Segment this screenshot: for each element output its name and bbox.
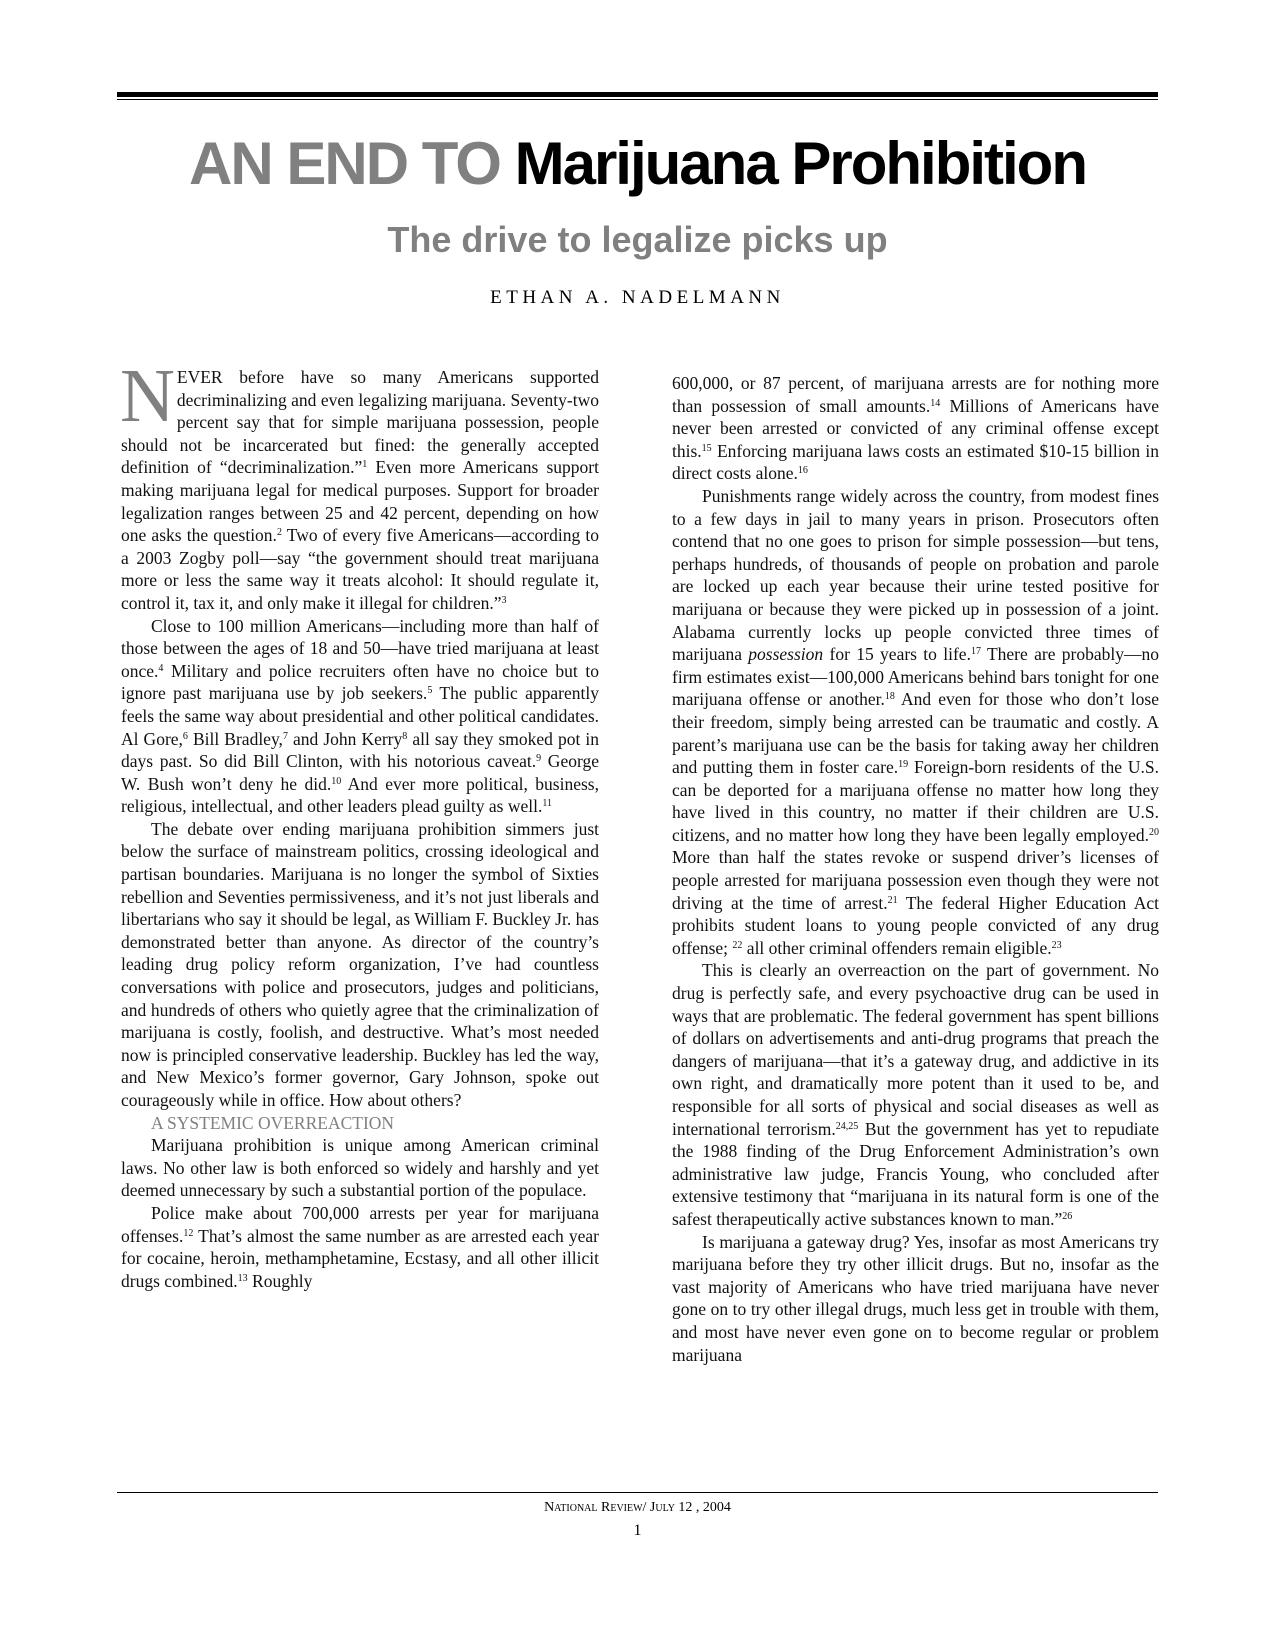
footnote-ref: 21	[887, 894, 898, 906]
footnote-ref: 1	[362, 459, 368, 471]
title-lead: AN END TO	[189, 130, 500, 197]
footnote-ref: 12	[183, 1227, 194, 1239]
article-subtitle: The drive to legalize picks up	[387, 219, 888, 260]
footnote-ref: 15	[701, 442, 712, 454]
paragraph-9: Is marijuana a gateway drug? Yes, insofar as most Americans try marijuana before they try other illicit drugs. But no, insofar as the vast majority of Americans who have tried marijuana have never gone on to try other illegal drugs, much less get in trouble with them, and most have never even gone on to become regular or problem marijuana	[672, 1231, 1159, 1365]
title-main: Marijuana Prohibition	[514, 130, 1086, 197]
footnote-ref: 7	[282, 730, 288, 742]
top-rule-thick	[117, 92, 1158, 97]
right-column	[672, 372, 1159, 1366]
footnote-ref: 10	[331, 775, 342, 787]
drop-cap: N	[120, 354, 175, 438]
footer-citation	[0, 1500, 1275, 1516]
footnote-ref: 26	[1062, 1210, 1073, 1222]
section-heading: A SYSTEMIC OVERREACTION	[151, 1112, 395, 1133]
paragraph-1	[121, 346, 599, 615]
left-column	[121, 346, 599, 1292]
footnote-ref: 4	[158, 662, 164, 674]
footnote-ref: 3	[501, 594, 507, 606]
page-number: 1	[633, 1522, 642, 1539]
author-byline: ETHAN A. NADELMANN	[490, 287, 785, 308]
paragraph-1-text: EVER before have so many Americans supported decriminalizing and even legalizing marijuana. Seventy-two percent say that for simple marijuana possession, people should not be incarcerated but fined: the generally accepted definition of “decriminalization.”$^1$ Even more Americans support making marijuana legal for medical purposes. Support for broader legalization ranges between 25 and 42 percent, depending on how one asks the question.$^2$ Two of every five Americans—according to a 2003 Zogby poll—say “the government should treat marijuana more or less the same way it treats alcohol: It should regulate it, control it, tax it, and only make it illegal for children.”$^3$	[121, 367, 599, 613]
footer-rule	[117, 1492, 1158, 1493]
article-title	[0, 128, 1275, 200]
footnote-ref: 6	[182, 730, 188, 742]
footnote-ref: 18	[884, 691, 895, 703]
footnote-ref: 20	[1149, 826, 1159, 838]
footnote-ref: 17	[970, 646, 981, 658]
paragraph-7: Punishments range widely across the country, from modest fines to a few days in jail to many years in prison. Prosecutors often contend that no one goes to prison for simple possession—but tens, perhaps hundreds, of thousands of people on probation and parole are locked up each year because their urine tested positive for marijuana or because they were picked up in possession of a joint. Alabama currently locks up people convicted three times of marijuana possession for 15 years to life.$^{17}$ There are probably—no firm estimates exist—100,000 Americans behind bars tonight for one marijuana offense or another.$^{18}$ And even for those who don’t lose their freedom, simply being arrested can be traumatic and costly. A parent’s marijuana use can be the basis for taking away her children and putting them in foster care.$^{19}$ Foreign-born residents of the U.S. can be deported for a marijuana offense no matter how long they have lived in this country, no matter if their children are U.S. citizens, and no matter how long they have been legally employed.$^{20}$ More than half the states revoke or suspend driver’s licenses of people arrested for marijuana possession even though they were not driving at the time of arrest.$^{21}$ The federal Higher Education Act prohibits student loans to young people convicted of any drug offense; $^{22}$ all other criminal offenders remain eligible.$^{23}$	[672, 485, 1160, 958]
emphasis-text: possession	[748, 644, 824, 665]
top-rule-thin	[117, 99, 1158, 100]
footnote-ref: 14	[930, 397, 941, 409]
paragraph-3: The debate over ending marijuana prohibition simmers just below the surface of mainstream politics, crossing ideological and partisan boundaries. Marijuana is no longer the symbol of Sixties rebellion and Seventies permissiveness, and it’s not just liberals and libertarians who say it should be legal, as William F. Buckley Jr. has demonstrated better than anyone. As director of the country’s leading drug policy reform organization, I’ve had countless conversations with police and prosecutors, judges and politicians, and hundreds of others who quietly agree that the criminalization of marijuana is costly, foolish, and destructive. What’s most needed now is principled conservative leadership. Buckley has led the way, and New Mexico’s former governor, Gary Johnson, spoke out courageously while in office. How about others?	[121, 818, 599, 1110]
paragraph-5: Police make about 700,000 arrests per year for marijuana offenses.$^{12}$ That’s almost the same number as are arrested each year for cocaine, heroin, methamphetamine, Ecstasy, and all other illicit drugs combined.$^{13}$ Roughly	[121, 1202, 599, 1291]
paragraph-6: 600,000, or 87 percent, of marijuana arrests are for nothing more than possession of small amounts.$^{14}$ Millions of Americans have never been arrested or convicted of any criminal offense except this.$^{15}$ Enforcing marijuana laws costs an estimated $10-15 billion in direct costs alone.$^{16}$	[672, 373, 1159, 484]
footnote-ref: 19	[898, 759, 909, 771]
footnote-ref: 2	[276, 527, 282, 539]
footnote-ref: 11	[542, 798, 552, 810]
footnote-ref: 16	[797, 465, 808, 477]
paragraph-4: Marijuana prohibition is unique among American criminal laws. No other law is both enforced so widely and harshly and yet deemed unnecessary by such a substantial portion of the populace.	[121, 1135, 599, 1201]
footnote-ref: 5	[427, 685, 433, 697]
footnote-ref: 24,25	[835, 1120, 859, 1132]
footnote-ref: 9	[536, 753, 542, 765]
footer-publication: National Review	[544, 1500, 643, 1515]
footnote-ref: 23	[1051, 939, 1062, 951]
footnote-ref: 22	[732, 939, 743, 951]
footer-date: / July 12 , 2004	[642, 1500, 731, 1515]
paragraph-2: Close to 100 million Americans—including more than half of those between the ages of 18 and 50—have tried marijuana at least once.$^4$ Military and police recruiters often have no choice but to ignore past marijuana use by job seekers.$^5$ The public apparently feels the same way about presidential and other political candidates. Al Gore,$^6$ Bill Bradley,$^7$ and John Kerry$^8$ all say they smoked pot in days past. So did Bill Clinton, with his notorious caveat.$^9$ George W. Bush won’t deny he did.$^{10}$ And ever more political, business, religious, intellectual, and other leaders plead guilty as well.$^{11}$	[121, 615, 599, 817]
footnote-ref: 13	[237, 1272, 248, 1284]
footnote-ref: 8	[402, 730, 408, 742]
paragraph-8: This is clearly an overreaction on the part of government. No drug is perfectly safe, and every psychoactive drug can be used in ways that are problematic. The federal government has spent billions of dollars on advertisements and anti-drug programs that preach the dangers of marijuana—that it’s a gateway drug, and addictive in its own right, and dramatically more potent than it used to be, and responsible for all sorts of physical and social diseases as well as international terrorism.$^{24,25}$ But the government has yet to repudiate the 1988 finding of the Drug Enforcement Administration’s own administrative law judge, Francis Young, who concluded after extensive testimony that “marijuana in its natural form is one of the safest therapeutically active substances known to man.”$^{26}$	[672, 960, 1159, 1229]
